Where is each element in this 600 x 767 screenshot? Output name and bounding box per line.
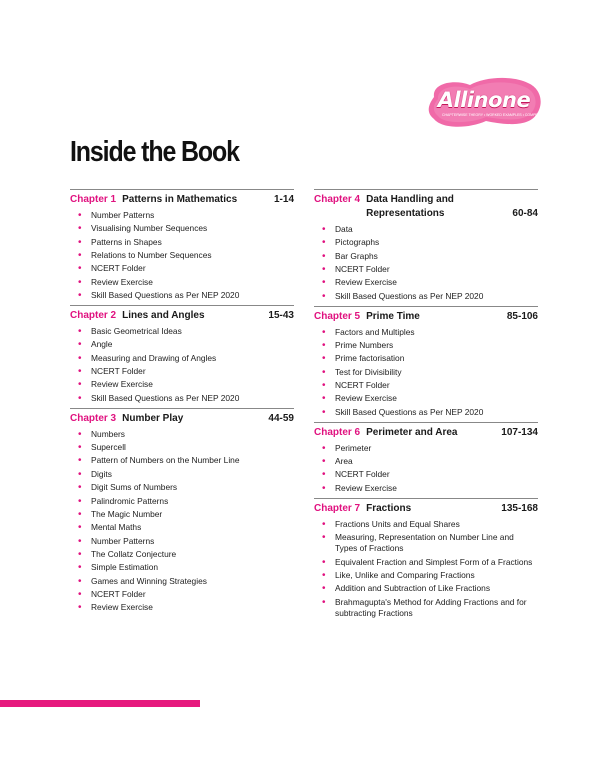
topic-item: • Digits bbox=[78, 469, 294, 480]
topic-item: • Review Exercise bbox=[78, 379, 294, 390]
chapter-page-range: 15-43 bbox=[268, 310, 294, 322]
topic-item: • Skill Based Questions as Per NEP 2020 bbox=[78, 393, 294, 404]
logo-wordmark: Allinone bbox=[437, 88, 531, 112]
chapter-title: Fractions bbox=[366, 502, 412, 514]
topic-item: • Number Patterns bbox=[78, 536, 294, 547]
chapter-heading bbox=[314, 498, 538, 519]
chapter-block bbox=[314, 422, 538, 494]
topic-item: • Review Exercise bbox=[322, 393, 538, 404]
topic-item: • The Collatz Conjecture bbox=[78, 549, 294, 560]
chapter-number: Chapter 6 bbox=[314, 426, 361, 438]
topic-item: • NCERT Folder bbox=[322, 469, 538, 480]
topic-item: • Mental Maths bbox=[78, 522, 294, 533]
topic-list bbox=[70, 429, 294, 613]
chapter-heading bbox=[314, 189, 538, 224]
topic-item: • Measuring and Drawing of Angles bbox=[78, 353, 294, 364]
contents-left-column bbox=[70, 189, 294, 617]
chapter-block bbox=[70, 305, 294, 404]
chapter-heading bbox=[70, 189, 294, 210]
topic-item: • NCERT Folder bbox=[78, 366, 294, 377]
topic-item: • Skill Based Questions as Per NEP 2020 bbox=[322, 291, 538, 302]
topic-item: • Review Exercise bbox=[78, 602, 294, 613]
chapter-page-range: 85-106 bbox=[506, 310, 538, 322]
topic-item: • NCERT Folder bbox=[322, 264, 538, 275]
contents-right-column bbox=[314, 189, 538, 623]
chapter-block bbox=[314, 306, 538, 418]
chapter-title: Patterns in Mathematics bbox=[122, 194, 238, 205]
topic-item: • Angle bbox=[78, 339, 294, 350]
topic-list bbox=[70, 210, 294, 301]
topic-item: • Brahmagupta's Method for Adding Fractions and for subtracting Fractions bbox=[322, 597, 538, 619]
topic-item: • Patterns in Shapes bbox=[78, 237, 294, 248]
chapter-page-range: 44-59 bbox=[268, 412, 294, 424]
topic-item: • Numbers bbox=[78, 429, 294, 440]
topic-item: • Review Exercise bbox=[322, 483, 538, 494]
topic-item: • NCERT Folder bbox=[78, 589, 294, 600]
topic-list bbox=[314, 327, 538, 418]
topic-item: • Review Exercise bbox=[78, 277, 294, 288]
topic-item: • Digit Sums of Numbers bbox=[78, 482, 294, 493]
chapter-page-range: 60-84 bbox=[512, 208, 538, 219]
chapter-number: Chapter 7 bbox=[314, 502, 361, 514]
topic-list bbox=[314, 224, 538, 302]
topic-item: • Skill Based Questions as Per NEP 2020 bbox=[322, 407, 538, 418]
topic-item: • Perimeter bbox=[322, 443, 538, 454]
chapter-number: Chapter 3 bbox=[70, 412, 117, 424]
topic-item: • Review Exercise bbox=[322, 277, 538, 288]
chapter-title: Number Play bbox=[122, 412, 184, 424]
topic-item: • Fractions Units and Equal Shares bbox=[322, 519, 538, 530]
chapter-heading bbox=[314, 306, 538, 327]
chapter-heading bbox=[70, 408, 294, 429]
topic-item: • Measuring, Representation on Number Line and Types of Fractions bbox=[322, 532, 538, 554]
chapter-page-range: 135-168 bbox=[501, 502, 538, 514]
chapter-number: Chapter 1 bbox=[70, 194, 117, 205]
topic-item: • NCERT Folder bbox=[322, 380, 538, 391]
topic-item: • Supercell bbox=[78, 442, 294, 453]
chapter-heading bbox=[70, 305, 294, 326]
chapter-block bbox=[314, 189, 538, 302]
topic-item: • Basic Geometrical Ideas bbox=[78, 326, 294, 337]
topic-item: • NCERT Folder bbox=[78, 263, 294, 274]
topic-item: • Palindromic Patterns bbox=[78, 496, 294, 507]
allinone-logo bbox=[424, 75, 584, 131]
topic-item: • Addition and Subtraction of Like Fractions bbox=[322, 583, 538, 594]
topic-item: • Data bbox=[322, 224, 538, 235]
topic-item: • Equivalent Fraction and Simplest Form of a Fractions bbox=[322, 557, 538, 568]
topic-item: • Skill Based Questions as Per NEP 2020 bbox=[78, 290, 294, 301]
topic-item: • Relations to Number Sequences bbox=[78, 250, 294, 261]
topic-list bbox=[314, 443, 538, 494]
page-title: Inside the Book bbox=[70, 136, 239, 168]
topic-list bbox=[314, 519, 538, 619]
topic-item: • Area bbox=[322, 456, 538, 467]
topic-item: • Number Patterns bbox=[78, 210, 294, 221]
topic-item: • Prime Numbers bbox=[322, 340, 538, 351]
chapter-title: Data Handling and Representations bbox=[366, 194, 454, 219]
topic-item: • Visualising Number Sequences bbox=[78, 223, 294, 234]
topic-item: • Games and Winning Strategies bbox=[78, 576, 294, 587]
topic-list bbox=[70, 326, 294, 404]
chapter-page-range: 1-14 bbox=[273, 194, 294, 205]
chapter-page-range: 107-134 bbox=[501, 426, 538, 438]
topic-item: • The Magic Number bbox=[78, 509, 294, 520]
chapter-number: Chapter 2 bbox=[70, 310, 117, 322]
logo-tagline: CHAPTERWISE THEORY • WORKED EXAMPLES • COMPETENCY BASED QUESTIONS bbox=[442, 113, 584, 117]
topic-item: • Simple Estimation bbox=[78, 562, 294, 573]
topic-item: • Like, Unlike and Comparing Fractions bbox=[322, 570, 538, 581]
topic-item: • Prime factorisation bbox=[322, 353, 538, 364]
chapter-heading bbox=[314, 422, 538, 443]
topic-item: • Pictographs bbox=[322, 237, 538, 248]
chapter-block bbox=[70, 189, 294, 301]
chapter-title: Lines and Angles bbox=[122, 310, 205, 322]
decorative-bottom-bar bbox=[0, 700, 200, 707]
topic-item: • Test for Divisibility bbox=[322, 367, 538, 378]
topic-item: • Factors and Multiples bbox=[322, 327, 538, 338]
chapter-title: Perimeter and Area bbox=[366, 426, 458, 438]
chapter-number: Chapter 4 bbox=[314, 194, 361, 205]
chapter-block bbox=[70, 408, 294, 613]
topic-item: • Pattern of Numbers on the Number Line bbox=[78, 455, 294, 466]
chapter-block bbox=[314, 498, 538, 619]
chapter-number: Chapter 5 bbox=[314, 310, 361, 322]
chapter-title: Prime Time bbox=[366, 310, 420, 322]
topic-item: • Bar Graphs bbox=[322, 251, 538, 262]
